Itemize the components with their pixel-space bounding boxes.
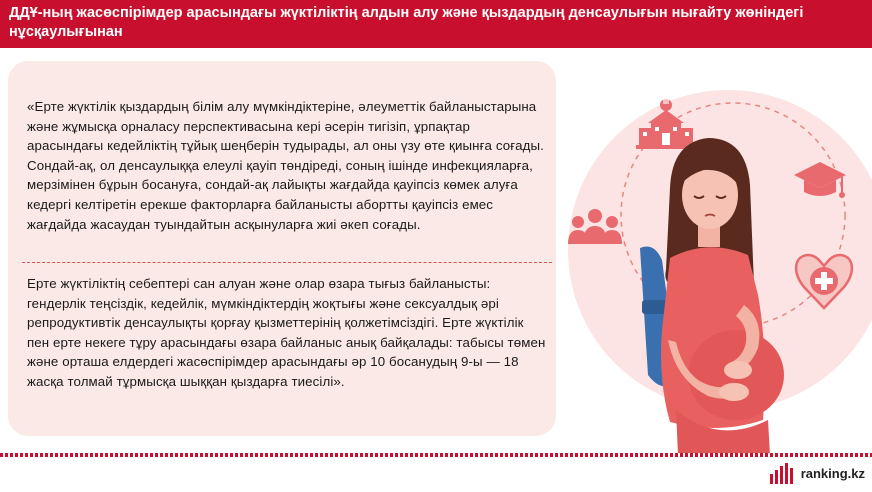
page-title: ДДҰ-ның жасөспірімдер арасындағы жүктіліктің алдын алу және қыздардың денсаулығын нығайту жөніндегі нұсқаулығынан: [0, 0, 872, 48]
divider: [22, 262, 552, 263]
ranking-logo-icon: [770, 462, 794, 484]
quote-paragraph-1: «Ерте жүктілік қыздардың білім алу мүмкіндіктеріне, әлеуметтік байланыстарына және жұмысқа орналасу перспективасына кері әсерін тигізіп, ұрпақтар арасындағы кедейліктің тұйық шеңберін тудырады, ал оны үзу өте қиынға соғады. Сондай-ақ, ол денсаулыққа елеулі қауіп төндіреді, соның ішінде инфекцияларға, мерзімінен бұрын босануға, сондай-ақ лайықты жағдайда қауіпсіз көмек алуға кедергі келтіретін ерекше факторларға байланысты абортты қауіпсіз емес жағдайда жасаудан туындайтын асқынуларға жиі әкеп соғады.: [27, 99, 544, 232]
pregnant-girl-illustration: [558, 50, 872, 455]
footer-divider: [0, 453, 872, 457]
brand-name: ranking.kz: [800, 465, 865, 481]
quote-card: [8, 61, 556, 436]
quote-paragraph-2: Ерте жүктіліктің себептері сан алуан және олар өзара тығыз байланысты: гендерлік теңсіздік, кедейлік, мүмкіндіктердің жоқтығы және сексуалдық әрі репродуктивтік денсаулықты қорғау қызметтерінің қолжетімсіздігі. Ерте жүктілік пен ерте некеге тұру арасындағы өзара байланыс анық байқалады: табысы төмен және орташа елдердегі жасөспірімдер арасындағы әр 10 босанудың 9-ы — 18 жасқа толмай тұрмысқа шыққан қыздарға тиесілі».: [27, 276, 546, 389]
brand-logo[interactable]: [770, 460, 865, 486]
